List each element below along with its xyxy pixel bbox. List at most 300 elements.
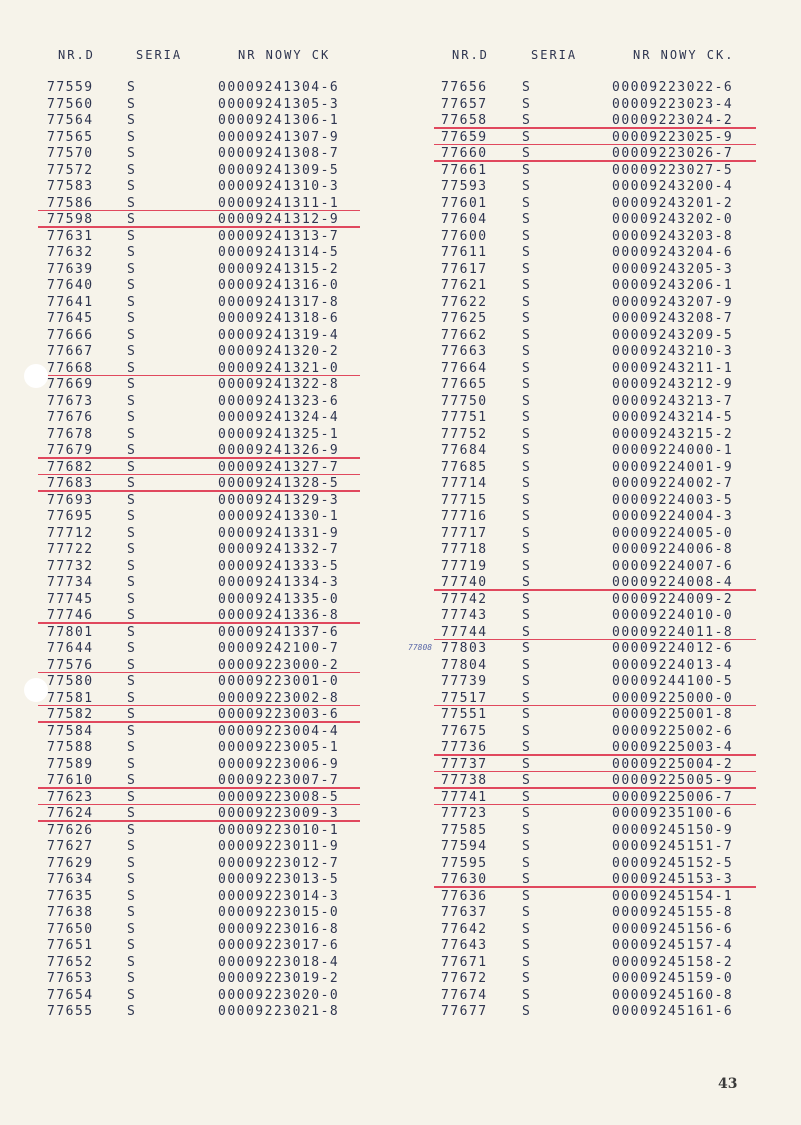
cell-nr-nowy-ck: 00009241331-9 — [218, 525, 340, 541]
cell-seria: S — [522, 459, 532, 475]
cell-seria: S — [127, 212, 137, 227]
cell-seria: S — [522, 162, 532, 178]
cell-nr-nowy-ck: 00009243200-4 — [612, 179, 734, 194]
cell-nr-nowy-ck: 00009225002-6 — [612, 723, 734, 739]
cell-nr-nowy-ck: 00009241304-6 — [218, 80, 340, 95]
cell-seria: S — [522, 740, 532, 755]
cell-nr-nowy-ck: 00009225005-9 — [612, 773, 734, 788]
cell-seria: S — [522, 542, 532, 557]
cell-nr-d: 77630 — [441, 872, 488, 887]
cell-nr-d: 77695 — [47, 509, 94, 524]
cell-seria: S — [522, 96, 532, 112]
cell-nr-d: 77736 — [441, 740, 488, 755]
cell-seria: S — [522, 872, 532, 887]
cell-nr-nowy-ck: 00009241335-0 — [218, 591, 340, 607]
cell-nr-nowy-ck: 00009241321-0 — [218, 360, 340, 376]
cell-seria: S — [127, 575, 137, 590]
cell-nr-d: 77715 — [441, 492, 488, 508]
cell-nr-nowy-ck: 00009223022-6 — [612, 80, 734, 95]
cell-nr-d: 77632 — [47, 245, 94, 260]
cell-nr-nowy-ck: 00009225001-8 — [612, 707, 734, 722]
cell-nr-d: 77656 — [441, 80, 488, 95]
cell-nr-nowy-ck: 00009241329-3 — [218, 492, 340, 508]
cell-seria: S — [127, 228, 137, 244]
cell-seria: S — [522, 905, 532, 920]
cell-seria: S — [127, 261, 137, 277]
cell-seria: S — [127, 96, 137, 112]
cell-nr-nowy-ck: 00009241311-1 — [218, 195, 340, 211]
cell-nr-d: 77683 — [47, 476, 94, 491]
cell-nr-d: 77572 — [47, 162, 94, 178]
cell-nr-nowy-ck: 00009241305-3 — [218, 96, 340, 112]
cell-nr-d: 77621 — [441, 278, 488, 293]
cell-nr-d: 77580 — [47, 674, 94, 689]
cell-nr-d: 77582 — [47, 707, 94, 722]
cell-nr-d: 77752 — [441, 426, 488, 442]
cell-seria: S — [127, 344, 137, 359]
cell-nr-nowy-ck: 00009223018-4 — [218, 954, 340, 970]
cell-nr-nowy-ck: 00009225000-0 — [612, 690, 734, 706]
cell-nr-nowy-ck: 00009223021-8 — [218, 1004, 340, 1019]
cell-nr-nowy-ck: 00009245151-7 — [612, 839, 734, 854]
cell-nr-d: 77677 — [441, 1004, 488, 1019]
cell-nr-d: 77739 — [441, 674, 488, 689]
cell-nr-nowy-ck: 00009241319-4 — [218, 327, 340, 343]
cell-nr-d: 77641 — [47, 294, 94, 310]
cell-nr-d: 77657 — [441, 96, 488, 112]
cell-seria: S — [127, 476, 137, 491]
cell-nr-nowy-ck: 00009243207-9 — [612, 294, 734, 310]
cell-nr-d: 77639 — [47, 261, 94, 277]
cell-nr-d: 77666 — [47, 327, 94, 343]
cell-seria: S — [522, 492, 532, 508]
cell-nr-nowy-ck: 00009223004-4 — [218, 723, 340, 739]
cell-nr-nowy-ck: 00009241334-3 — [218, 575, 340, 590]
cell-nr-nowy-ck: 00009225003-4 — [612, 740, 734, 755]
cell-nr-nowy-ck: 00009243209-5 — [612, 327, 734, 343]
cell-nr-nowy-ck: 00009241336-8 — [218, 608, 340, 623]
cell-seria: S — [522, 294, 532, 310]
cell-nr-d: 77750 — [441, 393, 488, 409]
cell-seria: S — [127, 278, 137, 293]
cell-seria: S — [127, 938, 137, 953]
cell-nr-nowy-ck: 00009224006-8 — [612, 542, 734, 557]
cell-seria: S — [127, 674, 137, 689]
cell-seria: S — [522, 822, 532, 838]
cell-seria: S — [127, 245, 137, 260]
cell-nr-nowy-ck: 00009241327-7 — [218, 459, 340, 475]
cell-nr-d: 77604 — [441, 212, 488, 227]
cell-nr-d: 77744 — [441, 624, 488, 640]
cell-seria: S — [522, 393, 532, 409]
cell-nr-nowy-ck: 00009241315-2 — [218, 261, 340, 277]
cell-seria: S — [522, 146, 532, 161]
cell-seria: S — [127, 723, 137, 739]
cell-seria: S — [127, 888, 137, 904]
cell-nr-nowy-ck: 00009224011-8 — [612, 624, 734, 640]
cell-nr-d: 77565 — [47, 129, 94, 145]
cell-nr-d: 77564 — [47, 113, 94, 128]
cell-seria: S — [127, 740, 137, 755]
cell-nr-d: 77623 — [47, 789, 94, 805]
cell-nr-d: 77600 — [441, 228, 488, 244]
cell-seria: S — [522, 839, 532, 854]
cell-seria: S — [127, 707, 137, 722]
cell-nr-d: 77610 — [47, 773, 94, 788]
header-seria: SERIA — [531, 48, 578, 62]
cell-seria: S — [522, 179, 532, 194]
cell-seria: S — [127, 839, 137, 854]
cell-nr-d: 77676 — [47, 410, 94, 425]
cell-nr-d: 77642 — [441, 921, 488, 937]
cell-nr-d: 77629 — [47, 855, 94, 871]
cell-nr-d: 77585 — [441, 822, 488, 838]
cell-nr-d: 77732 — [47, 558, 94, 574]
cell-nr-d: 77684 — [441, 443, 488, 458]
cell-nr-d: 77576 — [47, 657, 94, 673]
cell-nr-d: 77637 — [441, 905, 488, 920]
cell-nr-nowy-ck: 00009223013-5 — [218, 872, 340, 887]
cell-seria: S — [127, 162, 137, 178]
cell-nr-nowy-ck: 00009241325-1 — [218, 426, 340, 442]
cell-seria: S — [522, 575, 532, 590]
cell-nr-nowy-ck: 00009223024-2 — [612, 113, 734, 128]
cell-seria: S — [522, 327, 532, 343]
cell-nr-nowy-ck: 00009223008-5 — [218, 789, 340, 805]
cell-seria: S — [522, 426, 532, 442]
cell-seria: S — [522, 690, 532, 706]
cell-nr-d: 77661 — [441, 162, 488, 178]
cell-nr-nowy-ck: 00009243215-2 — [612, 426, 734, 442]
cell-seria: S — [127, 855, 137, 871]
cell-nr-d: 77581 — [47, 690, 94, 706]
cell-nr-d: 77636 — [441, 888, 488, 904]
cell-seria: S — [127, 542, 137, 557]
page-number: 43 — [718, 1076, 738, 1092]
cell-seria: S — [127, 393, 137, 409]
cell-nr-d: 77664 — [441, 360, 488, 376]
cell-nr-nowy-ck: 00009241317-8 — [218, 294, 340, 310]
cell-nr-d: 77738 — [441, 773, 488, 788]
cell-nr-nowy-ck: 00009223016-8 — [218, 921, 340, 937]
cell-nr-d: 77559 — [47, 80, 94, 95]
cell-seria: S — [522, 674, 532, 689]
cell-nr-d: 77651 — [47, 938, 94, 953]
cell-seria: S — [522, 344, 532, 359]
cell-nr-nowy-ck: 00009243213-7 — [612, 393, 734, 409]
cell-nr-d: 77517 — [441, 690, 488, 706]
cell-seria: S — [127, 789, 137, 805]
cell-seria: S — [127, 113, 137, 128]
cell-nr-nowy-ck: 00009223025-9 — [612, 129, 734, 145]
cell-seria: S — [522, 921, 532, 937]
cell-nr-nowy-ck: 00009223019-2 — [218, 971, 340, 986]
cell-nr-nowy-ck: 00009224005-0 — [612, 525, 734, 541]
cell-seria: S — [127, 641, 137, 656]
cell-nr-d: 77671 — [441, 954, 488, 970]
cell-nr-nowy-ck: 00009242100-7 — [218, 641, 340, 656]
cell-seria: S — [127, 443, 137, 458]
cell-nr-d: 77716 — [441, 509, 488, 524]
cell-seria: S — [522, 476, 532, 491]
cell-nr-nowy-ck: 00009245150-9 — [612, 822, 734, 838]
cell-nr-nowy-ck: 00009243203-8 — [612, 228, 734, 244]
cell-nr-nowy-ck: 00009241326-9 — [218, 443, 340, 458]
cell-nr-nowy-ck: 00009224001-9 — [612, 459, 734, 475]
cell-seria: S — [522, 525, 532, 541]
cell-nr-d: 77663 — [441, 344, 488, 359]
cell-seria: S — [127, 905, 137, 920]
cell-nr-nowy-ck: 00009243206-1 — [612, 278, 734, 293]
cell-nr-d: 77718 — [441, 542, 488, 557]
cell-nr-nowy-ck: 00009224002-7 — [612, 476, 734, 491]
cell-seria: S — [127, 608, 137, 623]
cell-nr-d: 77638 — [47, 905, 94, 920]
cell-nr-d: 77644 — [47, 641, 94, 656]
cell-nr-d: 77583 — [47, 179, 94, 194]
cell-seria: S — [127, 509, 137, 524]
cell-seria: S — [127, 822, 137, 838]
cell-seria: S — [522, 278, 532, 293]
cell-nr-nowy-ck: 00009241306-1 — [218, 113, 340, 128]
cell-nr-d: 77643 — [441, 938, 488, 953]
cell-nr-nowy-ck: 00009224010-0 — [612, 608, 734, 623]
cell-nr-d: 77622 — [441, 294, 488, 310]
cell-nr-nowy-ck: 00009241312-9 — [218, 212, 340, 227]
cell-nr-d: 77640 — [47, 278, 94, 293]
cell-nr-d: 77693 — [47, 492, 94, 508]
cell-nr-d: 77627 — [47, 839, 94, 854]
cell-nr-d: 77584 — [47, 723, 94, 739]
cell-nr-d: 77660 — [441, 146, 488, 161]
cell-seria: S — [127, 146, 137, 161]
punch-hole — [24, 364, 48, 388]
cell-nr-nowy-ck: 00009223027-5 — [612, 162, 734, 178]
cell-nr-nowy-ck: 00009224000-1 — [612, 443, 734, 458]
cell-seria: S — [522, 443, 532, 458]
cell-nr-d: 77611 — [441, 245, 488, 260]
cell-nr-d: 77675 — [441, 723, 488, 739]
cell-nr-nowy-ck: 00009223011-9 — [218, 839, 340, 854]
cell-nr-d: 77654 — [47, 987, 94, 1003]
cell-nr-d: 77653 — [47, 971, 94, 986]
cell-seria: S — [127, 459, 137, 475]
cell-nr-d: 77631 — [47, 228, 94, 244]
cell-nr-d: 77588 — [47, 740, 94, 755]
cell-seria: S — [522, 261, 532, 277]
cell-seria: S — [522, 707, 532, 722]
cell-nr-d: 77662 — [441, 327, 488, 343]
cell-nr-nowy-ck: 00009243210-3 — [612, 344, 734, 359]
cell-seria: S — [127, 294, 137, 310]
cell-nr-d: 77741 — [441, 789, 488, 805]
cell-seria: S — [127, 558, 137, 574]
cell-nr-nowy-ck: 00009225006-7 — [612, 789, 734, 805]
cell-nr-d: 77714 — [441, 476, 488, 491]
cell-seria: S — [522, 80, 532, 95]
cell-nr-d: 77617 — [441, 261, 488, 277]
cell-seria: S — [127, 954, 137, 970]
cell-nr-d: 77740 — [441, 575, 488, 590]
cell-seria: S — [127, 360, 137, 376]
cell-nr-nowy-ck: 00009241322-8 — [218, 377, 340, 392]
cell-seria: S — [522, 195, 532, 211]
cell-nr-d: 77659 — [441, 129, 488, 145]
cell-nr-d: 77679 — [47, 443, 94, 458]
cell-seria: S — [127, 179, 137, 194]
cell-nr-nowy-ck: 00009223017-6 — [218, 938, 340, 953]
cell-nr-d: 77625 — [441, 311, 488, 326]
cell-nr-d: 77570 — [47, 146, 94, 161]
cell-nr-nowy-ck: 00009245157-4 — [612, 938, 734, 953]
margin-note: 77808 — [408, 643, 433, 652]
cell-nr-d: 77624 — [47, 806, 94, 821]
cell-nr-nowy-ck: 00009245160-8 — [612, 987, 734, 1003]
cell-nr-nowy-ck: 00009241328-5 — [218, 476, 340, 491]
cell-nr-nowy-ck: 00009223007-7 — [218, 773, 340, 788]
cell-nr-d: 77723 — [441, 806, 488, 821]
cell-nr-nowy-ck: 00009223010-1 — [218, 822, 340, 838]
cell-nr-nowy-ck: 00009245153-3 — [612, 872, 734, 887]
cell-seria: S — [522, 377, 532, 392]
cell-seria: S — [127, 872, 137, 887]
cell-nr-d: 77678 — [47, 426, 94, 442]
cell-nr-nowy-ck: 00009243205-3 — [612, 261, 734, 277]
cell-seria: S — [522, 657, 532, 673]
cell-seria: S — [522, 954, 532, 970]
cell-nr-d: 77594 — [441, 839, 488, 854]
cell-nr-nowy-ck: 00009225004-2 — [612, 756, 734, 772]
cell-nr-nowy-ck: 00009235100-6 — [612, 806, 734, 821]
cell-nr-nowy-ck: 00009224009-2 — [612, 591, 734, 607]
cell-seria: S — [127, 80, 137, 95]
cell-nr-d: 77717 — [441, 525, 488, 541]
cell-nr-nowy-ck: 00009245158-2 — [612, 954, 734, 970]
cell-nr-d: 77593 — [441, 179, 488, 194]
cell-nr-nowy-ck: 00009241320-2 — [218, 344, 340, 359]
cell-nr-d: 77737 — [441, 756, 488, 772]
cell-nr-d: 77650 — [47, 921, 94, 937]
cell-nr-nowy-ck: 00009241309-5 — [218, 162, 340, 178]
cell-nr-nowy-ck: 00009223014-3 — [218, 888, 340, 904]
cell-seria: S — [522, 591, 532, 607]
cell-nr-d: 77668 — [47, 360, 94, 376]
cell-nr-nowy-ck: 00009223003-6 — [218, 707, 340, 722]
cell-nr-nowy-ck: 00009243214-5 — [612, 410, 734, 425]
cell-nr-nowy-ck: 00009241310-3 — [218, 179, 340, 194]
cell-seria: S — [127, 525, 137, 541]
cell-nr-nowy-ck: 00009243202-0 — [612, 212, 734, 227]
cell-seria: S — [522, 509, 532, 524]
cell-seria: S — [127, 987, 137, 1003]
cell-nr-d: 77743 — [441, 608, 488, 623]
cell-nr-nowy-ck: 00009223002-8 — [218, 690, 340, 706]
cell-nr-nowy-ck: 00009241313-7 — [218, 228, 340, 244]
cell-nr-nowy-ck: 00009241318-6 — [218, 311, 340, 326]
cell-nr-nowy-ck: 00009243201-2 — [612, 195, 734, 211]
cell-nr-nowy-ck: 00009224012-6 — [612, 641, 734, 656]
cell-seria: S — [127, 657, 137, 673]
cell-nr-nowy-ck: 00009245155-8 — [612, 905, 734, 920]
cell-nr-nowy-ck: 00009245154-1 — [612, 888, 734, 904]
cell-seria: S — [522, 789, 532, 805]
cell-nr-d: 77652 — [47, 954, 94, 970]
cell-nr-nowy-ck: 00009223009-3 — [218, 806, 340, 821]
cell-seria: S — [127, 327, 137, 343]
cell-nr-d: 77634 — [47, 872, 94, 887]
cell-nr-d: 77685 — [441, 459, 488, 475]
cell-nr-d: 77598 — [47, 212, 94, 227]
cell-seria: S — [522, 311, 532, 326]
cell-nr-nowy-ck: 00009241316-0 — [218, 278, 340, 293]
cell-nr-nowy-ck: 00009223006-9 — [218, 756, 340, 772]
cell-seria: S — [127, 806, 137, 821]
cell-nr-nowy-ck: 00009224007-6 — [612, 558, 734, 574]
cell-nr-nowy-ck: 00009243204-6 — [612, 245, 734, 260]
cell-nr-nowy-ck: 00009245159-0 — [612, 971, 734, 986]
cell-seria: S — [522, 1004, 532, 1019]
cell-nr-d: 77745 — [47, 591, 94, 607]
cell-nr-d: 77645 — [47, 311, 94, 326]
cell-nr-nowy-ck: 00009224013-4 — [612, 657, 734, 673]
cell-seria: S — [127, 129, 137, 145]
cell-nr-d: 77803 — [441, 641, 488, 656]
cell-seria: S — [522, 129, 532, 145]
cell-nr-nowy-ck: 00009243211-1 — [612, 360, 734, 376]
cell-nr-d: 77719 — [441, 558, 488, 574]
cell-seria: S — [522, 806, 532, 821]
cell-seria: S — [127, 773, 137, 788]
cell-nr-d: 77669 — [47, 377, 94, 392]
cell-nr-d: 77551 — [441, 707, 488, 722]
cell-seria: S — [127, 195, 137, 211]
cell-seria: S — [522, 773, 532, 788]
cell-seria: S — [522, 212, 532, 227]
header-nr-nowy-ck: NR NOWY CK. — [633, 48, 735, 62]
cell-nr-nowy-ck: 00009223023-4 — [612, 96, 734, 112]
cell-seria: S — [127, 1004, 137, 1019]
header-seria: SERIA — [136, 48, 183, 62]
cell-nr-d: 77589 — [47, 756, 94, 772]
cell-nr-d: 77658 — [441, 113, 488, 128]
cell-nr-d: 77665 — [441, 377, 488, 392]
cell-nr-nowy-ck: 00009224008-4 — [612, 575, 734, 590]
cell-seria: S — [522, 987, 532, 1003]
cell-nr-d: 77586 — [47, 195, 94, 211]
cell-seria: S — [127, 624, 137, 640]
cell-nr-d: 77601 — [441, 195, 488, 211]
cell-nr-nowy-ck: 00009223012-7 — [218, 855, 340, 871]
cell-nr-d: 77626 — [47, 822, 94, 838]
cell-seria: S — [522, 855, 532, 871]
cell-nr-d: 77635 — [47, 888, 94, 904]
header-nr-d: NR.D — [452, 48, 489, 62]
cell-nr-nowy-ck: 00009223005-1 — [218, 740, 340, 755]
cell-nr-nowy-ck: 00009243212-9 — [612, 377, 734, 392]
cell-nr-d: 77655 — [47, 1004, 94, 1019]
cell-nr-d: 77804 — [441, 657, 488, 673]
cell-nr-nowy-ck: 00009223026-7 — [612, 146, 734, 161]
cell-seria: S — [522, 723, 532, 739]
cell-nr-d: 77734 — [47, 575, 94, 590]
cell-nr-d: 77682 — [47, 459, 94, 475]
cell-nr-d: 77560 — [47, 96, 94, 112]
cell-nr-nowy-ck: 00009241307-9 — [218, 129, 340, 145]
cell-seria: S — [522, 410, 532, 425]
cell-seria: S — [522, 558, 532, 574]
cell-seria: S — [127, 492, 137, 508]
cell-nr-nowy-ck: 00009243208-7 — [612, 311, 734, 326]
